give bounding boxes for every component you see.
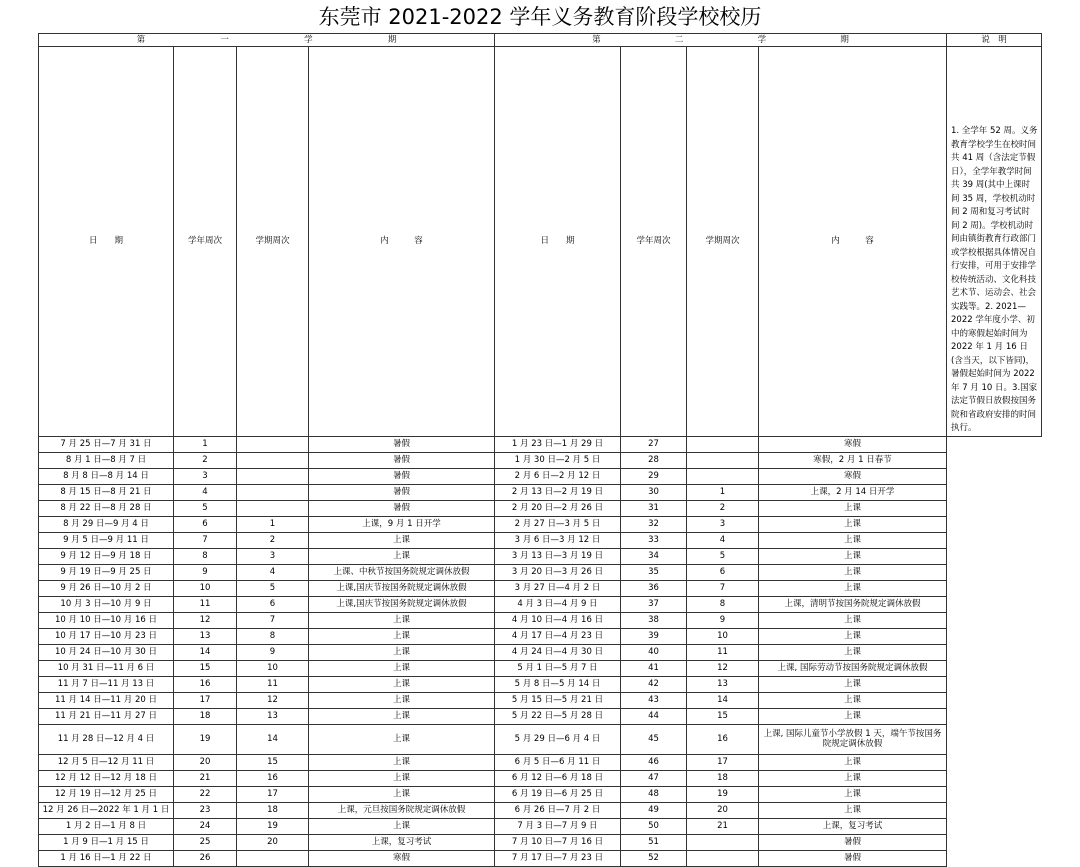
content-cell: 上课	[309, 724, 495, 754]
date-cell: 1 月 16 日—1 月 22 日	[39, 850, 174, 866]
year-week-cell: 35	[621, 564, 687, 580]
date-cell: 2 月 27 日—3 月 5 日	[495, 516, 621, 532]
date-cell: 6 月 12 日—6 月 18 日	[495, 770, 621, 786]
col-header-date: 日 期	[495, 47, 621, 437]
date-cell: 7 月 17 日—7 月 23 日	[495, 850, 621, 866]
date-cell: 12 月 26 日—2022 年 1 月 1 日	[39, 802, 174, 818]
year-week-cell: 32	[621, 516, 687, 532]
content-cell: 上课	[759, 708, 947, 724]
date-cell: 12 月 5 日—12 月 11 日	[39, 754, 174, 770]
content-cell: 上课，复习考试	[759, 818, 947, 834]
semester-1-char: 一	[220, 35, 229, 45]
year-week-cell: 12	[174, 612, 237, 628]
col-header-year-week: 学年周次	[174, 47, 237, 437]
table-row	[39, 484, 1042, 500]
content-cell: 暑假	[309, 436, 495, 452]
content-cell: 上课	[309, 660, 495, 676]
table-row	[39, 468, 1042, 484]
term-week-cell: 4	[687, 532, 759, 548]
content-cell: 上课	[309, 692, 495, 708]
year-week-cell: 19	[174, 724, 237, 754]
term-week-cell: 11	[687, 644, 759, 660]
col-header-year-week: 学年周次	[621, 47, 687, 437]
content-cell: 暑假	[759, 850, 947, 866]
term-week-cell: 8	[687, 596, 759, 612]
content-cell: 上课	[759, 786, 947, 802]
term-week-cell	[237, 850, 309, 866]
date-cell: 11 月 7 日—11 月 13 日	[39, 676, 174, 692]
table-row	[39, 644, 1042, 660]
content-cell: 暑假	[759, 834, 947, 850]
term-week-cell: 18	[237, 802, 309, 818]
term-week-cell	[687, 436, 759, 452]
content-cell: 上课	[759, 612, 947, 628]
date-cell: 2 月 6 日—2 月 12 日	[495, 468, 621, 484]
content-cell: 上课	[759, 516, 947, 532]
year-week-cell: 9	[174, 564, 237, 580]
year-week-cell: 44	[621, 708, 687, 724]
year-week-cell: 39	[621, 628, 687, 644]
date-cell: 11 月 28 日—12 月 4 日	[39, 724, 174, 754]
term-week-cell: 9	[237, 644, 309, 660]
content-cell: 上课	[309, 818, 495, 834]
term-week-cell: 19	[687, 786, 759, 802]
term-week-cell: 10	[237, 660, 309, 676]
content-cell: 上课，元旦按国务院规定调休放假	[309, 802, 495, 818]
term-week-cell	[237, 436, 309, 452]
col-header-term-week: 学期周次	[687, 47, 759, 437]
term-week-cell: 16	[237, 770, 309, 786]
content-cell: 暑假	[309, 484, 495, 500]
date-cell: 4 月 10 日—4 月 16 日	[495, 612, 621, 628]
date-cell: 4 月 17 日—4 月 23 日	[495, 628, 621, 644]
year-week-cell: 6	[174, 516, 237, 532]
term-week-cell	[237, 500, 309, 516]
content-cell: 上课	[759, 754, 947, 770]
semester-2-char: 学	[757, 35, 767, 45]
term-week-cell: 5	[687, 548, 759, 564]
content-cell: 上课, 国际儿童节小学放假 1 天，端午节按国务院规定调休放假	[759, 724, 947, 754]
date-cell: 11 月 21 日—11 月 27 日	[39, 708, 174, 724]
table-row	[39, 770, 1042, 786]
year-week-cell: 8	[174, 548, 237, 564]
term-week-cell	[687, 468, 759, 484]
year-week-cell: 10	[174, 580, 237, 596]
year-week-cell: 18	[174, 708, 237, 724]
semester-2-char: 二	[674, 35, 684, 45]
table-row	[39, 612, 1042, 628]
date-cell: 6 月 19 日—6 月 25 日	[495, 786, 621, 802]
table-row	[39, 548, 1042, 564]
table-row	[39, 754, 1042, 770]
term-week-cell: 21	[687, 818, 759, 834]
year-week-cell: 48	[621, 786, 687, 802]
date-cell: 3 月 6 日—3 月 12 日	[495, 532, 621, 548]
term-week-cell: 17	[237, 786, 309, 802]
year-week-cell: 30	[621, 484, 687, 500]
year-week-cell: 43	[621, 692, 687, 708]
content-cell: 上课	[759, 500, 947, 516]
note-header: 说 明	[947, 34, 1042, 47]
content-cell: 上课	[309, 628, 495, 644]
term-week-cell: 6	[237, 596, 309, 612]
year-week-cell: 28	[621, 452, 687, 468]
year-week-cell: 21	[174, 770, 237, 786]
content-cell: 上课	[759, 580, 947, 596]
date-cell: 8 月 15 日—8 月 21 日	[39, 484, 174, 500]
date-cell: 1 月 30 日—2 月 5 日	[495, 452, 621, 468]
col-header-term-week: 学期周次	[237, 47, 309, 437]
date-cell: 10 月 3 日—10 月 9 日	[39, 596, 174, 612]
content-cell: 暑假	[309, 500, 495, 516]
term-week-cell: 15	[687, 708, 759, 724]
term-week-cell: 8	[237, 628, 309, 644]
content-cell: 上课	[759, 692, 947, 708]
table-row	[39, 802, 1042, 818]
content-cell: 寒假	[309, 850, 495, 866]
content-cell: 上课	[759, 676, 947, 692]
year-week-cell: 29	[621, 468, 687, 484]
year-week-cell: 20	[174, 754, 237, 770]
term-week-cell: 2	[237, 532, 309, 548]
date-cell: 4 月 3 日—4 月 9 日	[495, 596, 621, 612]
table-row	[39, 692, 1042, 708]
year-week-cell: 24	[174, 818, 237, 834]
date-cell: 2 月 13 日—2 月 19 日	[495, 484, 621, 500]
term-week-cell	[687, 452, 759, 468]
term-week-cell: 14	[237, 724, 309, 754]
table-row	[39, 436, 1042, 452]
year-week-cell: 49	[621, 802, 687, 818]
year-week-cell: 3	[174, 468, 237, 484]
table-row	[39, 724, 1042, 754]
year-week-cell: 11	[174, 596, 237, 612]
content-cell: 上课，清明节按国务院规定调休放假	[759, 596, 947, 612]
content-cell: 上课，2 月 14 日开学	[759, 484, 947, 500]
content-cell: 上课	[759, 564, 947, 580]
content-cell: 上课	[309, 786, 495, 802]
term-week-cell	[237, 484, 309, 500]
semester-1-header	[39, 34, 495, 47]
table-row	[39, 596, 1042, 612]
date-cell: 8 月 8 日—8 月 14 日	[39, 468, 174, 484]
date-cell: 5 月 8 日—5 月 14 日	[495, 676, 621, 692]
term-week-cell: 20	[687, 802, 759, 818]
date-cell: 10 月 10 日—10 月 16 日	[39, 612, 174, 628]
date-cell: 4 月 24 日—4 月 30 日	[495, 644, 621, 660]
term-week-cell: 20	[237, 834, 309, 850]
content-cell: 上课	[309, 612, 495, 628]
term-week-cell: 3	[687, 516, 759, 532]
term-week-cell: 18	[687, 770, 759, 786]
table-row	[39, 532, 1042, 548]
content-cell: 上课	[309, 548, 495, 564]
table-row	[39, 708, 1042, 724]
date-cell: 9 月 19 日—9 月 25 日	[39, 564, 174, 580]
content-cell: 上课	[759, 628, 947, 644]
col-header-content: 内 容	[759, 47, 947, 437]
semester-1-char: 期	[387, 35, 397, 45]
date-cell: 7 月 10 日—7 月 16 日	[495, 834, 621, 850]
semester-1-char: 学	[304, 35, 313, 45]
date-cell: 2 月 20 日—2 月 26 日	[495, 500, 621, 516]
content-cell: 上课，9 月 1 日开学	[309, 516, 495, 532]
content-cell: 上课,国庆节按国务院规定调休放假	[309, 596, 495, 612]
year-week-cell: 25	[174, 834, 237, 850]
term-week-cell	[687, 850, 759, 866]
date-cell: 10 月 31 日—11 月 6 日	[39, 660, 174, 676]
date-cell: 3 月 20 日—3 月 26 日	[495, 564, 621, 580]
year-week-cell: 40	[621, 644, 687, 660]
content-cell: 上课	[309, 676, 495, 692]
date-cell: 3 月 27 日—4 月 2 日	[495, 580, 621, 596]
date-cell: 11 月 14 日—11 月 20 日	[39, 692, 174, 708]
table-row	[39, 452, 1042, 468]
year-week-cell: 36	[621, 580, 687, 596]
year-week-cell: 51	[621, 834, 687, 850]
term-week-cell: 1	[687, 484, 759, 500]
term-week-cell: 7	[237, 612, 309, 628]
content-cell: 寒假	[759, 468, 947, 484]
semester-2-char: 第	[592, 35, 601, 45]
table-row	[39, 660, 1042, 676]
date-cell: 5 月 29 日—6 月 4 日	[495, 724, 621, 754]
term-week-cell: 19	[237, 818, 309, 834]
date-cell: 1 月 9 日—1 月 15 日	[39, 834, 174, 850]
year-week-cell: 4	[174, 484, 237, 500]
year-week-cell: 14	[174, 644, 237, 660]
year-week-cell: 22	[174, 786, 237, 802]
content-cell: 上课	[309, 754, 495, 770]
date-cell: 12 月 19 日—12 月 25 日	[39, 786, 174, 802]
table-row	[39, 516, 1042, 532]
year-week-cell: 2	[174, 452, 237, 468]
col-header-date: 日 期	[39, 47, 174, 437]
content-cell: 上课	[309, 770, 495, 786]
content-cell: 上课, 国际劳动节按国务院规定调休放假	[759, 660, 947, 676]
term-week-cell: 17	[687, 754, 759, 770]
table-row	[39, 580, 1042, 596]
term-week-cell: 4	[237, 564, 309, 580]
date-cell: 8 月 29 日—9 月 4 日	[39, 516, 174, 532]
table-row	[39, 628, 1042, 644]
school-calendar-table	[38, 33, 1042, 867]
date-cell: 8 月 22 日—8 月 28 日	[39, 500, 174, 516]
term-week-cell: 15	[237, 754, 309, 770]
table-row	[39, 676, 1042, 692]
year-week-cell: 7	[174, 532, 237, 548]
year-week-cell: 47	[621, 770, 687, 786]
term-week-cell: 2	[687, 500, 759, 516]
date-cell: 9 月 12 日—9 月 18 日	[39, 548, 174, 564]
content-cell: 上课	[759, 548, 947, 564]
content-cell: 上课	[759, 644, 947, 660]
date-cell: 1 月 2 日—1 月 8 日	[39, 818, 174, 834]
term-week-cell: 11	[237, 676, 309, 692]
content-cell: 暑假	[309, 452, 495, 468]
year-week-cell: 45	[621, 724, 687, 754]
year-week-cell: 26	[174, 850, 237, 866]
date-cell: 5 月 22 日—5 月 28 日	[495, 708, 621, 724]
term-week-cell: 16	[687, 724, 759, 754]
year-week-cell: 23	[174, 802, 237, 818]
date-cell: 3 月 13 日—3 月 19 日	[495, 548, 621, 564]
year-week-cell: 52	[621, 850, 687, 866]
date-cell: 1 月 23 日—1 月 29 日	[495, 436, 621, 452]
date-cell: 9 月 26 日—10 月 2 日	[39, 580, 174, 596]
content-cell: 上课	[309, 644, 495, 660]
date-cell: 5 月 15 日—5 月 21 日	[495, 692, 621, 708]
semester-1-char: 第	[136, 35, 146, 45]
term-week-cell: 5	[237, 580, 309, 596]
page-title: 东莞市 2021-2022 学年义务教育阶段学校校历	[318, 5, 762, 29]
content-cell: 寒假	[759, 436, 947, 452]
date-cell: 6 月 5 日—6 月 11 日	[495, 754, 621, 770]
table-row	[39, 850, 1042, 866]
date-cell: 7 月 3 日—7 月 9 日	[495, 818, 621, 834]
col-header-content: 内 容	[309, 47, 495, 437]
content-cell: 上课	[309, 708, 495, 724]
content-cell: 上课	[759, 770, 947, 786]
semester-2-char: 期	[840, 35, 849, 45]
term-week-cell: 7	[687, 580, 759, 596]
date-cell: 9 月 5 日—9 月 11 日	[39, 532, 174, 548]
content-cell: 暑假	[309, 468, 495, 484]
date-cell: 5 月 1 日—5 月 7 日	[495, 660, 621, 676]
year-week-cell: 34	[621, 548, 687, 564]
year-week-cell: 42	[621, 676, 687, 692]
term-week-cell: 13	[687, 676, 759, 692]
term-week-cell: 3	[237, 548, 309, 564]
year-week-cell: 15	[174, 660, 237, 676]
content-cell: 上课	[309, 532, 495, 548]
content-cell: 上课，复习考试	[309, 834, 495, 850]
term-week-cell: 14	[687, 692, 759, 708]
year-week-cell: 16	[174, 676, 237, 692]
note-text: 1. 全学年 52 周。义务教育学校学生在校时间共 41 周（含法定节假日），全学年教学时间共 39 周(其中上课时间 35 周，学校机动时间 2 周和复习考试时间 2 周)。学校机动时间由镇街教育行政部门或学校根据具体情况自行安排，可用于安排学校传统活动、文化科技艺术节、运动会、社会实践等。2. 2021—2022 学年度小学、初中的寒假起始时间为 2022 年 1 月 16 日(含当天，以下皆同)，暑假起始时间为 2022 年 7 月 10 日。3.国家法定节假日放假按国务院和省政府安排的时间执行。	[947, 47, 1042, 437]
term-week-cell: 6	[687, 564, 759, 580]
table-row	[39, 564, 1042, 580]
term-week-cell: 13	[237, 708, 309, 724]
table-row	[39, 834, 1042, 850]
table-row	[39, 500, 1042, 516]
table-row	[39, 818, 1042, 834]
content-cell: 上课,国庆节按国务院规定调休放假	[309, 580, 495, 596]
term-week-cell: 12	[687, 660, 759, 676]
term-week-cell: 1	[237, 516, 309, 532]
year-week-cell: 17	[174, 692, 237, 708]
term-week-cell	[687, 834, 759, 850]
year-week-cell: 37	[621, 596, 687, 612]
content-cell: 上课	[759, 532, 947, 548]
term-week-cell: 10	[687, 628, 759, 644]
semester-2-header	[495, 34, 947, 47]
date-cell: 8 月 1 日—8 月 7 日	[39, 452, 174, 468]
year-week-cell: 1	[174, 436, 237, 452]
year-week-cell: 5	[174, 500, 237, 516]
year-week-cell: 46	[621, 754, 687, 770]
date-cell: 7 月 25 日—7 月 31 日	[39, 436, 174, 452]
year-week-cell: 27	[621, 436, 687, 452]
year-week-cell: 41	[621, 660, 687, 676]
date-cell: 10 月 24 日—10 月 30 日	[39, 644, 174, 660]
year-week-cell: 38	[621, 612, 687, 628]
year-week-cell: 33	[621, 532, 687, 548]
year-week-cell: 13	[174, 628, 237, 644]
date-cell: 12 月 12 日—12 月 18 日	[39, 770, 174, 786]
term-week-cell: 9	[687, 612, 759, 628]
table-row	[39, 786, 1042, 802]
date-cell: 10 月 17 日—10 月 23 日	[39, 628, 174, 644]
term-week-cell	[237, 468, 309, 484]
content-cell: 上课	[759, 802, 947, 818]
date-cell: 6 月 26 日—7 月 2 日	[495, 802, 621, 818]
content-cell: 寒假，2 月 1 日春节	[759, 452, 947, 468]
term-week-cell: 12	[237, 692, 309, 708]
year-week-cell: 31	[621, 500, 687, 516]
content-cell: 上课、中秋节按国务院规定调休放假	[309, 564, 495, 580]
year-week-cell: 50	[621, 818, 687, 834]
term-week-cell	[237, 452, 309, 468]
